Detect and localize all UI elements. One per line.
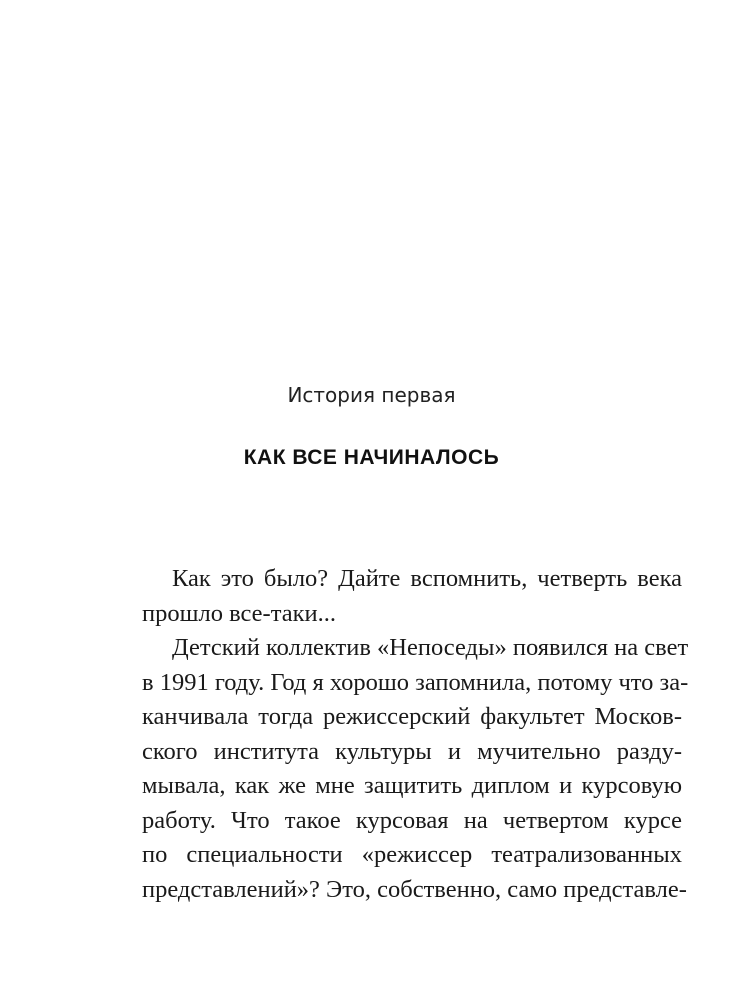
text-line: Как это было? Дайте вспомнить, четверть века xyxy=(172,565,682,592)
text-line: мывала, как же мне защитить диплом и курсовую xyxy=(142,772,682,799)
body-text xyxy=(142,562,689,907)
text-line: работу. Что такое курсовая на четвертом курсе xyxy=(142,806,682,834)
text-line: канчивала тогда режиссерский факультет Москов- xyxy=(142,703,682,730)
text-line: прошло все-таки... xyxy=(142,599,336,627)
chapter-subtitle: История первая xyxy=(287,383,456,407)
chapter-title: КАК ВСЕ НАЧИНАЛОСЬ xyxy=(243,446,500,469)
text-line: по специальности «режиссер театрализованных xyxy=(142,841,682,868)
text-line: Детский коллектив «Непоседы» появился на свет xyxy=(172,634,689,661)
text-line: представлений»? Это, собственно, само представле- xyxy=(142,875,687,903)
text-line: ского института культуры и мучительно разду- xyxy=(142,737,682,765)
text-line: в 1991 году. Год я хорошо запомнила, потому что за- xyxy=(142,668,689,696)
